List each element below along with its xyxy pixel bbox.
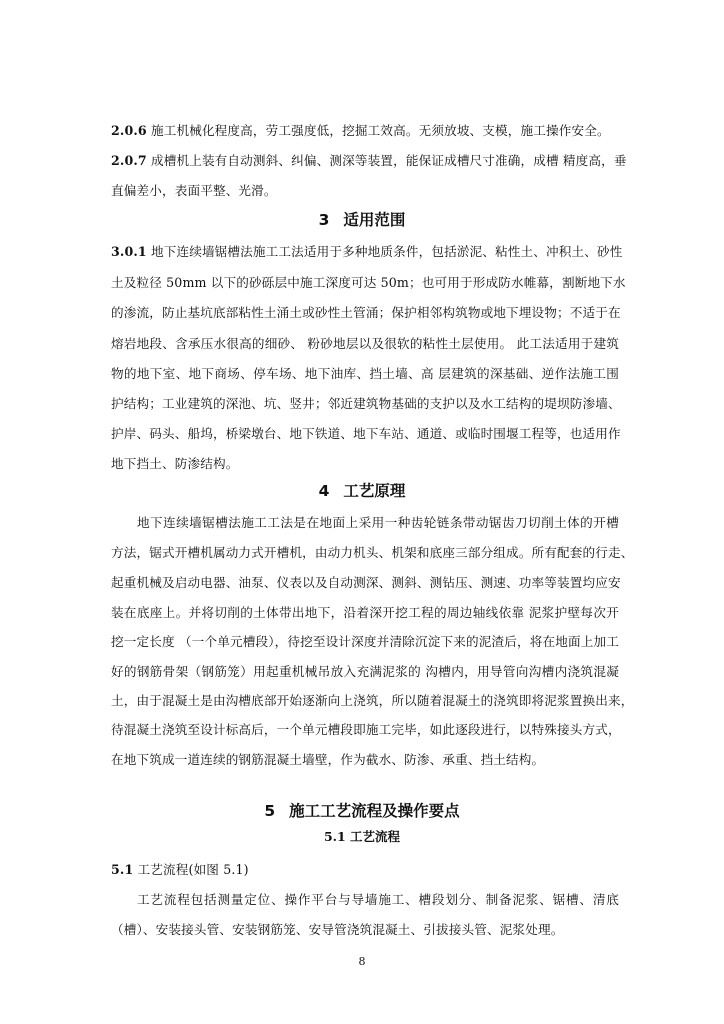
clause-text: 成槽机上装有自动测斜、纠偏、测深等装置，能保证成槽尺寸准确，成槽 精度高，垂 xyxy=(146,153,627,168)
subsection-heading-5-1: 5.1 工艺流程 xyxy=(323,829,401,844)
principle-line: 装在底座上。并将切削的土体带出地下，沿着深开挖工程的周边轴线依靠 泥浆护壁每次开 xyxy=(111,605,619,620)
principle-line: 起重机械及启动电器、油泵、仪表以及自动测深、测斜、测钻压、测速、功率等装置均应安 xyxy=(111,575,621,590)
page-number: 8 xyxy=(358,955,366,968)
clause-3-0-1-line: 护结构；工业建筑的深池、坑、竖井；邻近建筑物基础的支护以及水工结构的堤坝防渗墙、 xyxy=(111,396,621,411)
clause-2-0-6 xyxy=(111,123,619,139)
clause-3-0-1-line-1 xyxy=(111,244,623,260)
section-title: 施工工艺流程及操作要点 xyxy=(289,802,460,820)
flow-line: （槽）、安装接头管、安装钢筋笼、安导管浇筑混凝土、引拔接头管、泥浆处理。 xyxy=(111,922,564,937)
section-number: 4 xyxy=(318,482,330,500)
principle-line: 地下连续墙锯槽法施工工法是在地面上采用一种齿轮链条带动锯齿刀切削土体的开槽 xyxy=(137,515,619,530)
clause-3-0-1-line: 地下挡土、防渗结构。 xyxy=(111,456,239,471)
section-heading-5 xyxy=(0,801,724,821)
section-heading-4 xyxy=(0,481,724,501)
clause-text: 施工机械化程度高，劳工强度低，挖掘工效高。无须放坡、支模，施工操作安全。 xyxy=(146,123,610,138)
clause-3-0-1-line: 土及粒径 50mm 以下的砂砾层中施工深度可达 50m；也可用于形成防水帷幕，割断地下水 xyxy=(111,275,626,290)
section-title: 工艺原理 xyxy=(343,482,406,500)
clause-3-0-1-line: 的渗流，防止基坑底部粘性土涌土或砂性土管涌；保护相邻构筑物或地下埋设物；不适于在 xyxy=(111,305,621,320)
clause-number: 2.0.6 xyxy=(111,123,147,138)
section-title: 适用范围 xyxy=(343,211,406,229)
clause-text: 地下连续墙锯槽法施工工法适用于多种地质条件，包括淤泥、粘性土、冲积土、砂性 xyxy=(146,244,623,259)
principle-line: 挖一定长度 （一个单元槽段），待挖至设计深度并清除沉淀下来的泥渣后，将在地面上加工 xyxy=(111,634,619,649)
principle-line: 好的钢筋骨架（钢筋笼）用起重机械吊放入充满泥浆的 沟槽内，用导管向沟槽内浇筑混凝 xyxy=(111,664,619,679)
principle-line: 土，由于混凝土是由沟槽底部开始逐渐向上浇筑，所以随着混凝土的浇筑即将泥浆置换出来， xyxy=(111,693,634,708)
section-heading-3 xyxy=(0,210,724,230)
principle-line: 待混凝土浇筑至设计标高后，一个单元槽段即施工完毕，如此逐段进行，以特殊接头方式， xyxy=(111,722,621,737)
clause-5-1 xyxy=(111,862,619,878)
clause-number: 2.0.7 xyxy=(111,153,147,168)
clause-number: 5.1 xyxy=(111,862,134,877)
section-number: 5 xyxy=(264,802,276,820)
principle-line: 方法，锯式开槽机属动力式开槽机，由动力机头、机架和底座三部分组成。所有配套的行走、 xyxy=(111,545,634,560)
section-number: 3 xyxy=(318,211,330,229)
clause-2-0-7-line-1 xyxy=(111,153,627,169)
clause-text: 工艺流程(如图 5.1) xyxy=(133,862,249,877)
clause-3-0-1-line: 物的地下室、地下商场、停车场、地下油库、挡土墙、高 层建筑的深基础、逆作法施工围 xyxy=(111,366,619,381)
flow-line: 工艺流程包括测量定位、操作平台与导墙施工、槽段划分、制备泥浆、锯槽、清底 xyxy=(137,892,619,907)
clause-3-0-1-line: 护岸、码头、船坞，桥梁墩台、地下铁道、地下车站、通道、或临时围堰工程等，也适用作 xyxy=(111,426,621,441)
clause-2-0-7-line-2: 直偏差小，表面平整、光滑。 xyxy=(111,183,277,198)
clause-number: 3.0.1 xyxy=(111,244,147,259)
clause-3-0-1-line: 熔岩地段、含承压水很高的细砂、 粉砂地层以及很软的粘性土层使用。 此工法适用于建筑 xyxy=(111,336,619,351)
principle-line: 在地下筑成一道连续的钢筋混凝土墙壁，作为截水、防渗、承重、挡土结构。 xyxy=(111,752,545,767)
